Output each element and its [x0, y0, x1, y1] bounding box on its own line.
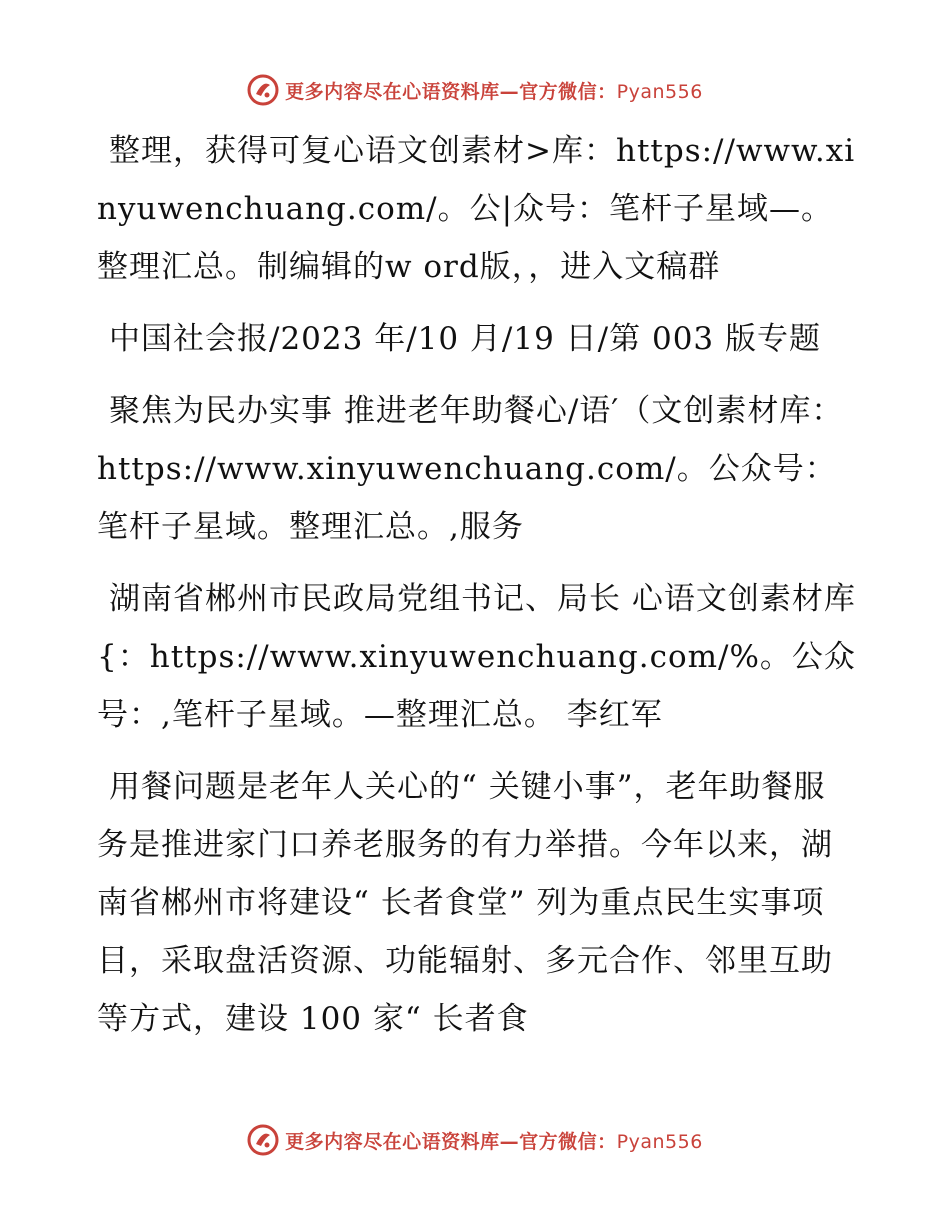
header-watermark-banner — [0, 70, 950, 110]
paragraph-body: 用餐问题是老年人关心的“ 关键小事”，老年助餐服务是推进家门口养老服务的有力举措。今年以来，湖南省郴州市将建设“ 长者食堂” 列为重点民生实事项目，采取盘活资源、功能辐射、多元合作、邻里互助等方式，建设 100 家“ 长者食 — [97, 769, 833, 1037]
paragraph-source: 中国社会报/2023 年/10 月/19 日/第 003 版专题 — [109, 321, 822, 357]
document-body — [97, 122, 857, 1062]
brand-logo-icon — [247, 1124, 279, 1156]
banner-wechat-id: Pyan556 — [616, 80, 703, 103]
paragraph-title: 聚焦为民办实事 推进老年助餐心/语′（文创素材库：https://www.xinyuwenchuang.com/。公众号：笔杆子星域。整理汇总。,服务 — [97, 393, 844, 545]
brand-logo-icon — [247, 74, 279, 106]
banner-wechat-id: Pyan556 — [616, 1130, 703, 1153]
banner-text — [285, 1127, 703, 1154]
paragraph-author: 湖南省郴州市民政局党组书记、局长 心语文创素材库{：https://www.xinyuwenchuang.com/%。公众号：,笔杆子星域。—整理汇总。 李红军 — [97, 581, 856, 733]
banner-text — [285, 77, 703, 104]
footer-watermark-banner — [0, 1120, 950, 1160]
paragraph-intro: 整理，获得可复心语文创素材>库：https://www.xinyuwenchuang.com/。公|众号：笔杆子星域—。整理汇总。制编辑的w ord版，，进入文稿群 — [97, 133, 856, 285]
banner-label: 更多内容尽在心语资料库—官方微信： — [285, 1130, 617, 1153]
banner-label: 更多内容尽在心语资料库—官方微信： — [285, 80, 617, 103]
